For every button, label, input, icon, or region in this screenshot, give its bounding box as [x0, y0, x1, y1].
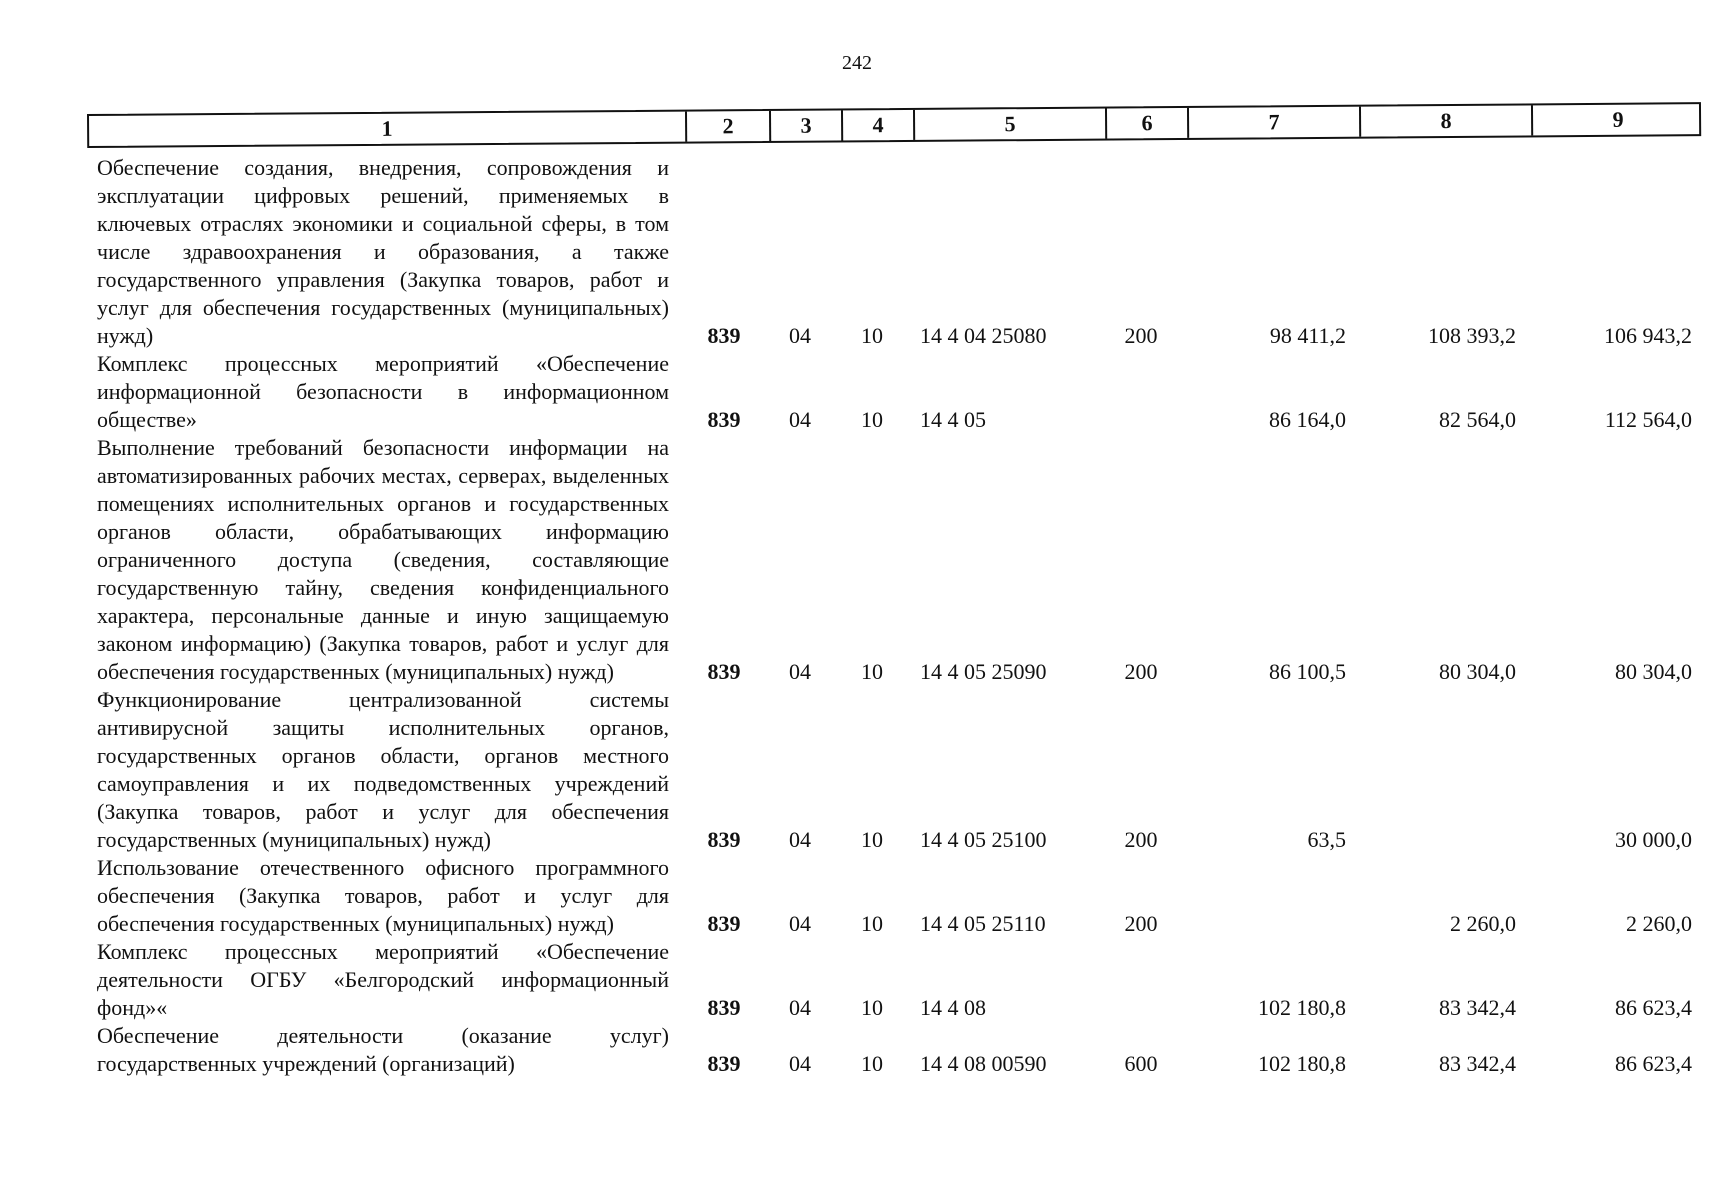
amount-col-8: 80 304,0	[1439, 659, 1516, 684]
amount-col-8: 108 393,2	[1428, 323, 1516, 348]
amount-col-8: 82 564,0	[1439, 407, 1516, 432]
header-col-6: 6	[1105, 108, 1187, 139]
amount-col-7: 102 180,8	[1258, 1051, 1346, 1076]
ministry-code: 839	[707, 995, 741, 1020]
subsection-code: 10	[861, 911, 883, 936]
target-article-code: 14 4 05	[920, 407, 986, 432]
amount-col-9: 106 943,2	[1604, 323, 1692, 348]
ministry-code: 839	[707, 1051, 741, 1076]
amount-col-7: 63,5	[1307, 827, 1346, 852]
amount-col-7	[1180, 910, 1346, 938]
expense-type-code: 600	[1124, 1051, 1158, 1076]
amount-col-7: 86 164,0	[1269, 407, 1346, 432]
target-article-code: 14 4 05 25090	[920, 659, 1047, 684]
row-description: Использование отечественного офисного программного обеспечения (Закупка товаров, работ и услуг для обеспечения государственных (муниципальных) нужд)	[97, 855, 669, 936]
amount-col-8	[1350, 826, 1516, 854]
ministry-code: 839	[707, 827, 741, 852]
expense-type-code: 200	[1124, 827, 1158, 852]
table-row	[0, 938, 1714, 1022]
table-row	[0, 686, 1714, 854]
table-row	[0, 434, 1714, 686]
ministry-code: 839	[707, 911, 741, 936]
subsection-code: 10	[861, 407, 883, 432]
expense-type-code: 200	[1124, 911, 1158, 936]
ministry-code: 839	[707, 407, 741, 432]
target-article-code: 14 4 08	[920, 995, 986, 1020]
page-number: 242	[842, 52, 872, 74]
table-header	[87, 102, 1701, 148]
header-col-8: 8	[1359, 105, 1531, 136]
table-body	[0, 154, 1714, 1078]
amount-col-7: 86 100,5	[1269, 659, 1346, 684]
amount-col-9: 80 304,0	[1615, 659, 1692, 684]
section-code: 04	[789, 659, 811, 684]
row-description: Выполнение требований безопасности информации на автоматизированных рабочих местах, серверах, выделенных помещениях исполнительных органов и государственных органов области, обрабатывающих информацию ограниченного доступа (сведения, составляющие государственную тайну, сведения конфиденциального характера, персональные данные и иную защищаемую законом информацию) (Закупка товаров, работ и услуг для обеспечения государственных (муниципальных) нужд)	[97, 435, 669, 684]
subsection-code: 10	[861, 323, 883, 348]
table-row	[0, 854, 1714, 938]
header-col-7: 7	[1187, 107, 1359, 138]
target-article-code: 14 4 04 25080	[920, 323, 1047, 348]
section-code: 04	[789, 827, 811, 852]
ministry-code: 839	[707, 659, 741, 684]
amount-col-8: 83 342,4	[1439, 1051, 1516, 1076]
section-code: 04	[789, 1051, 811, 1076]
amount-col-9: 112 564,0	[1604, 407, 1692, 432]
section-code: 04	[789, 995, 811, 1020]
row-description: Обеспечение деятельности (оказание услуг) государственных учреждений (организаций)	[97, 1023, 669, 1076]
header-col-1: 1	[381, 115, 393, 141]
subsection-code: 10	[861, 659, 883, 684]
row-description: Комплекс процессных мероприятий «Обеспечение деятельности ОГБУ «Белгородский информационный фонд»«	[97, 939, 669, 1020]
target-article-code: 14 4 08 00590	[920, 1051, 1047, 1076]
expense-type-code: 200	[1124, 323, 1158, 348]
amount-col-9: 86 623,4	[1615, 1051, 1692, 1076]
expense-type-code	[1116, 994, 1166, 1022]
header-col-5: 5	[913, 109, 1105, 140]
table-row	[0, 350, 1714, 434]
header-col-4: 4	[841, 110, 913, 141]
row-description: Функционирование централизованной системы антивирусной защиты исполнительных органов, государственных органов области, органов местного самоуправления и их подведомственных учреждений (Закупка товаров, работ и услуг для обеспечения государственных (муниципальных) нужд)	[97, 687, 669, 852]
amount-col-7: 98 411,2	[1269, 323, 1346, 348]
subsection-code: 10	[861, 995, 883, 1020]
section-code: 04	[789, 911, 811, 936]
amount-col-7: 102 180,8	[1258, 995, 1346, 1020]
amount-col-9: 2 260,0	[1626, 911, 1692, 936]
amount-col-8: 83 342,4	[1439, 995, 1516, 1020]
header-col-3: 3	[769, 110, 841, 141]
table-row	[0, 154, 1714, 350]
table-row	[0, 1022, 1714, 1078]
amount-col-9: 30 000,0	[1615, 827, 1692, 852]
section-code: 04	[789, 407, 811, 432]
ministry-code: 839	[707, 323, 741, 348]
section-code: 04	[789, 323, 811, 348]
row-description: Комплекс процессных мероприятий «Обеспечение информационной безопасности в информационном обществе»	[97, 351, 669, 432]
amount-col-8: 2 260,0	[1450, 911, 1516, 936]
target-article-code: 14 4 05 25110	[920, 911, 1046, 936]
expense-type-code: 200	[1124, 659, 1158, 684]
subsection-code: 10	[861, 1051, 883, 1076]
header-col-9: 9	[1531, 104, 1703, 135]
amount-col-9: 86 623,4	[1615, 995, 1692, 1020]
row-description: Обеспечение создания, внедрения, сопровождения и эксплуатации цифровых решений, применяемых в ключевых отраслях экономики и социальной сферы, в том числе здравоохранения и образования, а также государственного управления (Закупка товаров, работ и услуг для обеспечения государственных (муниципальных) нужд)	[97, 155, 669, 348]
target-article-code: 14 4 05 25100	[920, 827, 1047, 852]
expense-type-code	[1116, 406, 1166, 434]
subsection-code: 10	[861, 827, 883, 852]
header-col-2: 2	[685, 111, 769, 142]
